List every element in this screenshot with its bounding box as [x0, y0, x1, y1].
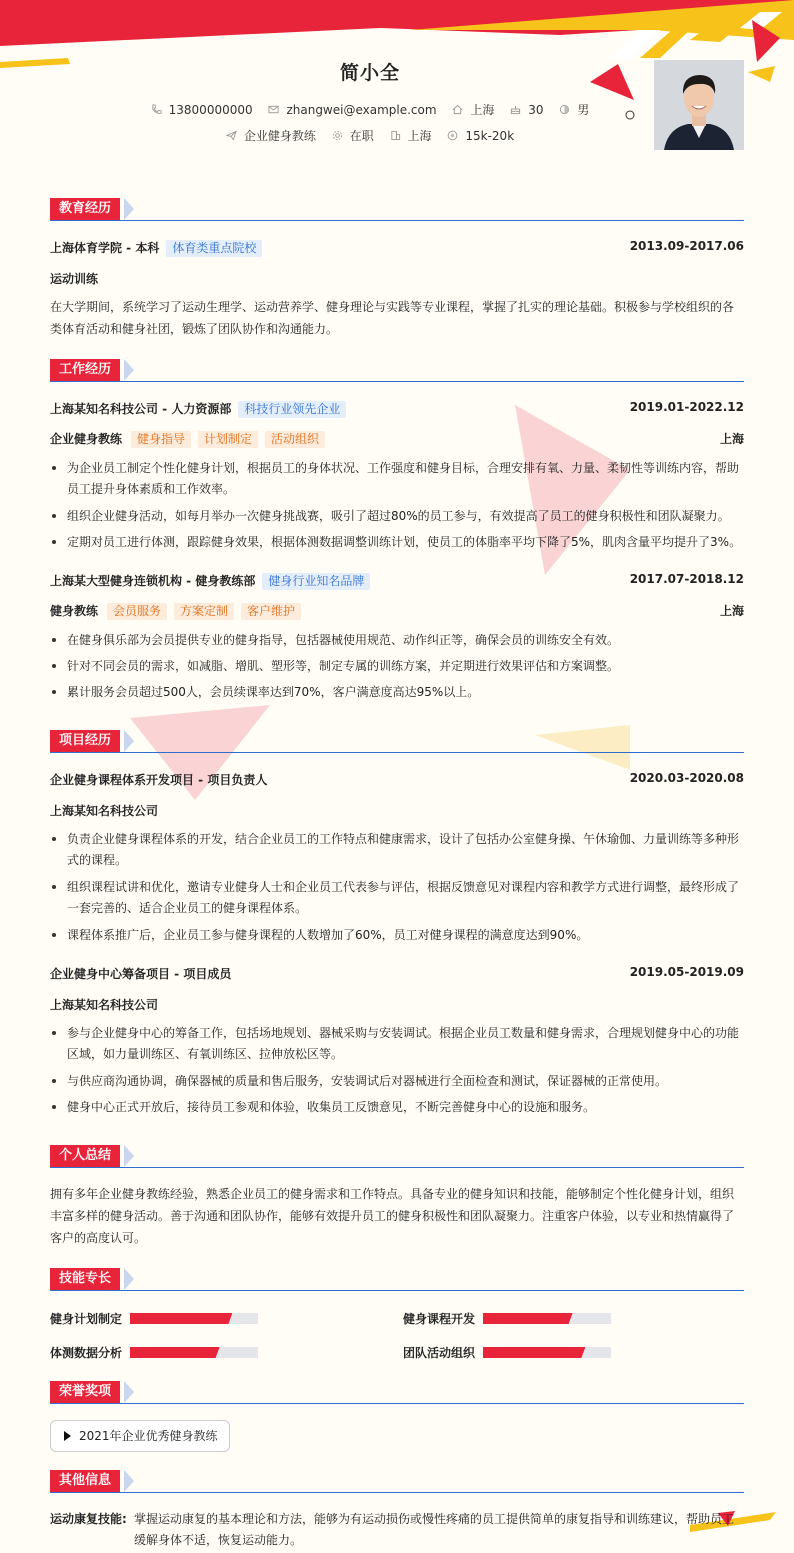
school-badge: 体育类重点院校: [166, 240, 262, 257]
list-item: 针对不同会员的需求，如减脂、增肌、塑形等，制定专属的训练方案，并定期进行效果评估和方案调整。: [50, 656, 744, 677]
phone-icon: [151, 104, 162, 115]
list-item: 健身中心正式开放后，接待员工参观和体验，收集员工反馈意见，不断完善健身中心的设施和服务。: [50, 1097, 744, 1118]
section-summary: 个人总结: [50, 1145, 744, 1167]
list-item: 与供应商沟通协调，确保器械的质量和售后服务，安装调试后对器械进行全面检查和测试，保证器械的正常使用。: [50, 1071, 744, 1092]
email-item: zhangwei@example.com: [268, 103, 436, 117]
education-period: 2013.09-2017.06: [629, 239, 744, 253]
list-item: 累计服务会员超过500人，会员续课率达到70%，客户满意度高达95%以上。: [50, 682, 744, 703]
company-badge: 科技行业领先企业: [238, 401, 346, 418]
education-description: 在大学期间，系统学习了运动生理学、运动营养学、健身理论与实践等专业课程，掌握了扎实的理论基础。积极参与学校组织的各类体育活动和健身社团，锻炼了团队协作和沟通能力。: [50, 300, 735, 336]
skill-tag: 客户维护: [241, 603, 301, 620]
target-city-item: 上海: [390, 127, 432, 144]
skill-bar: [130, 1313, 258, 1324]
gender-icon: [559, 104, 570, 115]
section-skills: 技能专长: [50, 1268, 744, 1290]
honor-item: 2021年企业优秀健身教练: [50, 1420, 230, 1452]
salary-item: 15k-20k: [447, 129, 514, 143]
building-icon: [390, 130, 401, 141]
list-item: 参与企业健身中心的筹备工作，包括场地规划、器械采购与安装调试。根据企业员工数量和健身需求，合理规划健身中心的功能区域，如力量训练区、有氧训练区、拉伸放松区等。: [50, 1023, 744, 1065]
coin-icon: [447, 130, 458, 141]
other-text: 缓解身体不适，恢复运动能力。: [134, 1533, 303, 1547]
section-work: 工作经历: [50, 359, 744, 381]
avatar: [654, 60, 744, 150]
age-item: 30: [510, 103, 543, 117]
paper-plane-icon: [226, 130, 237, 141]
skill-tag: 健身指导: [131, 431, 191, 448]
status-item: 在职: [332, 127, 374, 144]
phone-item: 13800000000: [151, 103, 253, 117]
job-intent-row: [50, 127, 690, 144]
skill-bar: [130, 1347, 258, 1358]
skill-tag: 计划制定: [198, 431, 258, 448]
candidate-name: 简小全: [339, 62, 400, 84]
skill-item: 团队活动组织: [403, 1344, 475, 1360]
company-badge: 健身行业知名品牌: [262, 573, 370, 590]
skill-tag: 活动组织: [265, 431, 325, 448]
section-education: 教育经历: [50, 198, 744, 220]
gender-item: 男: [559, 101, 589, 118]
skill-item: 健身计划制定: [50, 1310, 122, 1326]
contact-row: [50, 101, 690, 118]
skill-bar: [483, 1347, 611, 1358]
skill-tag: 会员服务: [107, 603, 167, 620]
skill-item: 健身课程开发: [403, 1310, 475, 1326]
list-item: 定期对员工进行体测，跟踪健身效果，根据体测数据调整训练计划，使员工的体脂率平均下降了5%，肌肉含量平均提升了3%。: [50, 532, 744, 553]
section-other: 其他信息: [50, 1470, 744, 1492]
other-text: 掌握运动康复的基本理论和方法，能够为有运动损伤或慢性疼痛的员工提供简单的康复指导和训练建议，帮助员工: [134, 1512, 735, 1526]
skill-tag: 方案定制: [174, 603, 234, 620]
job-target-item: 企业健身教练: [226, 127, 316, 144]
skill-bar: [483, 1313, 611, 1324]
gear-icon: [332, 130, 343, 141]
email-icon: [268, 104, 279, 115]
location-item: 上海: [452, 101, 494, 118]
section-honors: 荣誉奖项: [50, 1381, 744, 1403]
cake-icon: [510, 104, 521, 115]
home-icon: [452, 104, 463, 115]
list-item: 组织课程试讲和优化，邀请专业健身人士和企业员工代表参与评估，根据反馈意见对课程内容和教学方式进行调整，最终形成了一套完善的、适合企业员工的健身课程体系。: [50, 877, 744, 919]
list-item: 课程体系推广后，企业员工参与健身课程的人数增加了60%，员工对健身课程的满意度达到90%。: [50, 925, 744, 946]
section-projects: 项目经历: [50, 730, 744, 752]
other-label: 运动康复技能:: [50, 1512, 127, 1526]
list-item: 负责企业健身课程体系的开发，结合企业员工的工作特点和健康需求，设计了包括办公室健身操、午休瑜伽、力量训练等多种形式的课程。: [50, 829, 744, 871]
list-item: 在健身俱乐部为会员提供专业的健身指导，包括器械使用规范、动作纠正等，确保会员的训练安全有效。: [50, 630, 744, 651]
skill-item: 体测数据分析: [50, 1344, 122, 1360]
list-item: 组织企业健身活动，如每月举办一次健身挑战赛，吸引了超过80%的员工参与，有效提高了员工的健身积极性和团队凝聚力。: [50, 506, 744, 527]
list-item: 为企业员工制定个性化健身计划，根据员工的身体状况、工作强度和健身目标，合理安排有氧、力量、柔韧性等训练内容，帮助员工提升身体素质和工作效率。: [50, 458, 744, 500]
summary-text: 拥有多年企业健身教练经验，熟悉企业员工的健身需求和工作特点。具备专业的健身知识和技能，能够制定个性化健身计划，组织丰富多样的健身活动。善于沟通和团队协作，能够有效提升员工的健身积极性和团队凝聚力。注重客户体验，以专业和热情赢得了客户的高度认可。: [50, 1187, 735, 1245]
